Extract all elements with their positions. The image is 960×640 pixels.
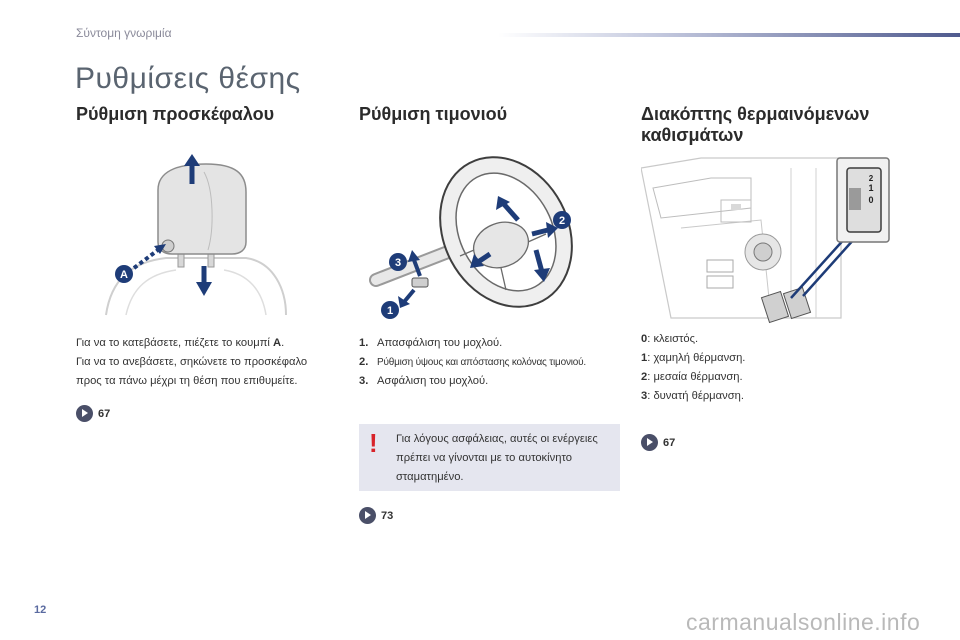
headrest-line1-end: . (281, 337, 285, 349)
switch-label-2: 2 (868, 174, 874, 183)
page-ref-icon (76, 405, 93, 422)
header-gradient-bar (498, 33, 960, 37)
steering-step-1: 1. Απασφάλιση του μοχλού. (359, 337, 503, 349)
warning-icon: ! (369, 428, 378, 458)
level-1: 1: χαμηλή θέρμανση. (641, 352, 746, 364)
steering-step-2: 2. Ρύθμιση ύψους και απόστασης κολόνας τιμονιού. (359, 356, 586, 368)
headrest-page-ref[interactable] (76, 405, 110, 422)
level-2: 2: μεσαία θέρμανση. (641, 371, 743, 383)
steering-steps (359, 334, 629, 391)
switch-label-1: 1 (868, 183, 874, 193)
callout-2: 2 (558, 215, 566, 227)
steering-page-ref[interactable] (359, 507, 393, 524)
callout-3: 3 (394, 257, 402, 269)
headrest-title: Ρύθμιση προσκέφαλου (76, 104, 275, 124)
callout-1: 1 (386, 305, 394, 317)
steering-step-3: 3. Ασφάλιση του μοχλού. (359, 375, 489, 387)
switch-label-0: 0 (868, 195, 874, 205)
steering-illustration (356, 150, 588, 322)
heated-seat-levels (641, 330, 901, 406)
page-number: 12 (34, 604, 47, 616)
steering-ref-number: 73 (381, 509, 394, 522)
page-title: Ρυθμίσεις θέσης (75, 62, 301, 95)
heated-seats-title: Διακόπτης θερμαινόμενων καθισμάτων (641, 104, 870, 145)
steering-title: Ρύθμιση τιμονιού (359, 104, 508, 124)
headrest-line1: Για να το κατεβάσετε, πιέζετε το κουμπί (76, 337, 270, 349)
page-ref-icon (641, 434, 658, 451)
warning-text: Για λόγους ασφάλειας, αυτές οι ενέργειες πρέπει να γίνονται με το αυτοκίνητο σταματημένο. (396, 433, 598, 483)
section-label: Σύντομη γνωριμία (76, 26, 172, 40)
headrest-line2: Για να το ανεβάσετε, σηκώνετε το προσκέφαλο (76, 356, 308, 368)
headrest-illustration (96, 150, 292, 318)
level-3: 3: δυνατή θέρμανση. (641, 390, 744, 402)
callout-a: A (120, 269, 128, 281)
level-0: 0: κλειστός. (641, 333, 699, 345)
headrest-line3: προς τα πάνω μέχρι τη θέση που επιθυμείτε. (76, 375, 298, 387)
headrest-ref-number: 67 (98, 407, 111, 420)
headrest-instructions (76, 334, 346, 391)
headrest-button-key: A (273, 337, 282, 349)
heated-seats-page-ref[interactable] (641, 434, 675, 451)
heated-seats-illustration (641, 148, 891, 326)
heated-seats-ref-number: 67 (663, 436, 676, 449)
watermark: carmanualsonline.info (686, 609, 921, 635)
page-ref-icon (359, 507, 376, 524)
safety-warning-box (359, 424, 620, 491)
